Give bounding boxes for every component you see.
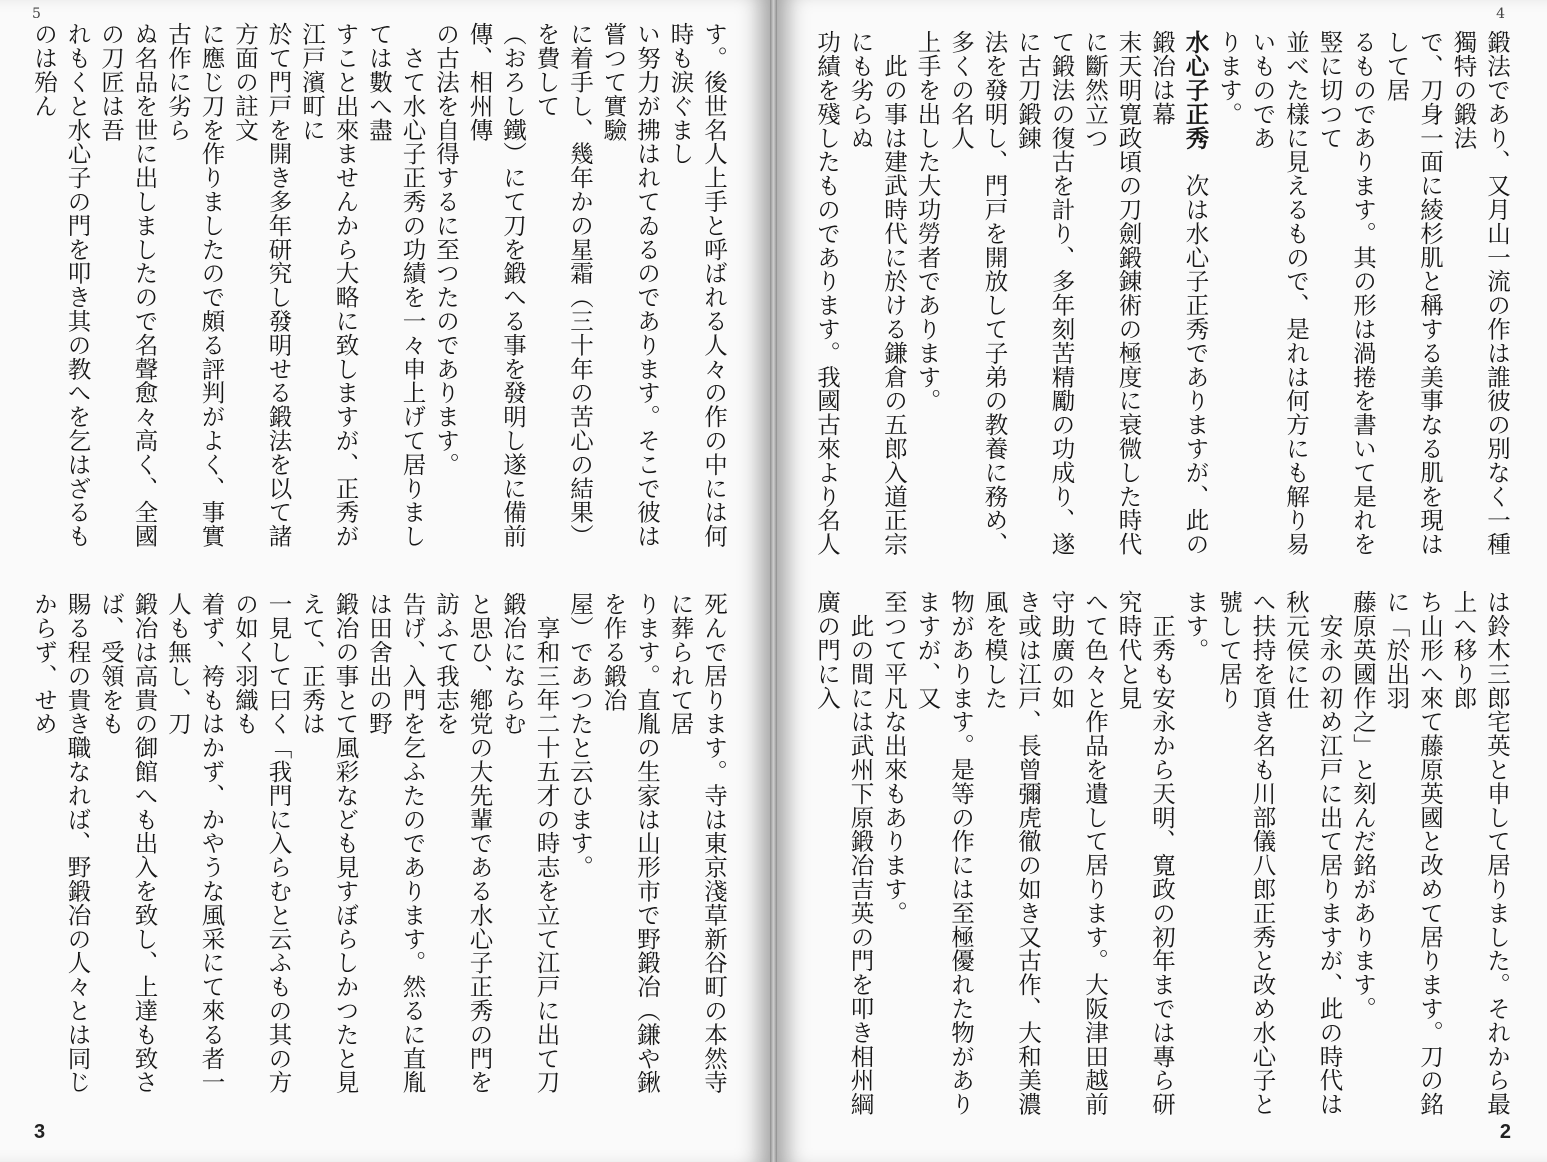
text-line: に應じ刀を作りましたので頗る評判がよく、事實古作に劣ら	[164, 22, 226, 548]
text-line: 並べた樣に見えるもので、是れは何方にも解り易いものであ	[1248, 30, 1310, 556]
text-line: 末天明寛政頃の刀劍鍛錬術の極度に衰微した時代に斷然立つ	[1081, 30, 1143, 556]
text-line: て鍛法の復古を計り、多年刻苦精勵の功成り、遂に古刀鍛錬	[1014, 30, 1076, 556]
text-line: るものであります。其の形は渦捲を書いて是れを竪に切つて	[1315, 30, 1377, 556]
book-gutter	[770, 0, 777, 1162]
text-line: 此の間には武州下原鍛冶吉英の門を叩き相州綱廣の門に入	[813, 590, 875, 1116]
text-line: 功績を殘したものであります。我國古來より名人	[813, 30, 841, 556]
text-line: 上手を出した大功勞者であります。	[913, 30, 942, 413]
text-line: 藤原英國作之」と刻んだ銘があります。	[1349, 590, 1377, 1021]
text-line: （おろし鐵）にて刀を鍛へる事を發明し遂に備前傳、相州傳	[465, 22, 527, 548]
text-line: ぬ名品を世に出しましたので名聲愈々高く、全國の刀匠は吾	[97, 22, 159, 548]
text-block-bottom	[813, 590, 1513, 1120]
text-line: 於て門戸を開き多年研究し發明せる鍛法を以て諸方面の註文	[231, 22, 293, 548]
text-line: 此の事は建武時代に於ける鎌倉の五郎入道正宗にも劣らぬ	[846, 30, 908, 556]
page-number-bottom: 3	[34, 1121, 46, 1143]
text-line: へ扶持を頂き名も川部儀八郎正秀と改め水心子と號して居り	[1215, 590, 1277, 1116]
text-line: 鍛冶は高貴の御館へも出入を致し、上達も致さば、受領をも	[97, 592, 159, 1094]
text-block-bottom	[30, 592, 730, 1117]
text-block-top	[813, 30, 1513, 565]
text-line: き或は江戸、長曾彌虎徹の如き又古作、大和美濃風を模した	[980, 590, 1042, 1116]
text-line: 屋）であつたと云ひます。	[566, 592, 594, 879]
text-line: 賜る程の貴き職なれば、野鍛冶の人々とは同じからず、せめ	[30, 592, 92, 1094]
page-number-top: 4	[1496, 6, 1505, 22]
right-page	[777, 0, 1547, 1162]
text-line: 至つて平凡な出來もあります。	[880, 590, 908, 925]
text-line: 正秀も安永から天明、寛政の初年までは專ら研究時代と見	[1114, 590, 1176, 1116]
text-line: 物があります。是等の作には至極優れた物がありますが、又	[913, 590, 975, 1116]
text-line: の古法を自得するに至つたのであります。	[432, 22, 460, 477]
text-line: ります。直胤の生家は山形市で野鍛冶（鎌や鍬を作る鍛冶	[599, 592, 661, 1094]
text-line: 一見して曰く「我門に入らむと云ふもの其の方の如く羽織も	[231, 592, 293, 1094]
text-line: 法を發明し、門戸を開放して子弟の教養に務め、多くの名人	[947, 30, 1009, 556]
text-block-top	[30, 22, 730, 562]
left-page	[0, 0, 770, 1162]
text-line: 享和三年二十五才の時志を立て江戸に出て刀鍛冶にならむ	[499, 592, 561, 1094]
text-line: へて色々と作品を遺して居ります。大阪津田越前守助廣の如	[1047, 590, 1109, 1116]
text-line: さて水心子正秀の功績を一々申上げて居りましては數へ盡	[365, 22, 427, 548]
text-line: で、刀身一面に綾杉肌と稱する美事なる肌を現はして居	[1382, 30, 1444, 556]
text-line: ります。	[1215, 30, 1243, 126]
text-line: は鈴木三郎宅英と申して居りました。それから最上へ移り郎	[1449, 590, 1511, 1116]
text-line: 鍛法であり、又月山一流の作は誰彼の別なく一種獨特の鍛法	[1449, 30, 1511, 556]
text-line: 着ず、袴もはかず、かやうな風采にて來る者一人も無し、刀	[164, 592, 226, 1094]
text-line: 告げ、入門を乞ふたのであります。然るに直胤は田舍出の野	[365, 592, 427, 1094]
text-line: 水心子正秀 次は水心子正秀でありますが、此の鍛冶は幕	[1148, 30, 1210, 556]
page-number-bottom: 2	[1499, 1121, 1511, 1143]
page-number-top: 5	[32, 6, 41, 22]
text-line: 死んで居ります。寺は東京淺草新谷町の本然寺に葬られて居	[666, 592, 728, 1094]
text-line: れもくと水心子の門を叩き其の教へを乞はざるものは殆ん	[30, 22, 92, 548]
text-line: 安永の初め江戸に出て居りますが、此の時代は秋元侯に仕	[1282, 590, 1344, 1116]
section-heading: 水心子正秀	[1181, 30, 1210, 150]
text-line: すこと出來ませんから大略に致しますが、正秀が江戸濱町に	[298, 22, 360, 548]
text-line: す。後世名人上手と呼ばれる人々の作の中には何時も涙ぐまし	[666, 22, 728, 548]
text-line: ち山形へ來て藤原英國と改めて居ります。刀の銘に「於出羽	[1382, 590, 1444, 1116]
text-line: い努力が拂はれてゐるのであります。そこで彼は嘗つて實驗	[599, 22, 661, 548]
text-line: 鍛冶の事とて風彩なども見すぼらしかつたと見えて、正秀は	[298, 592, 360, 1094]
text-line: ます。	[1181, 590, 1210, 662]
text-line: と思ひ、鄕党の大先輩である水心子正秀の門を訪ふて我志を	[432, 592, 494, 1094]
text-line: に着手し、幾年かの星霜（三十年の苦心の結果）を費して	[532, 22, 594, 548]
